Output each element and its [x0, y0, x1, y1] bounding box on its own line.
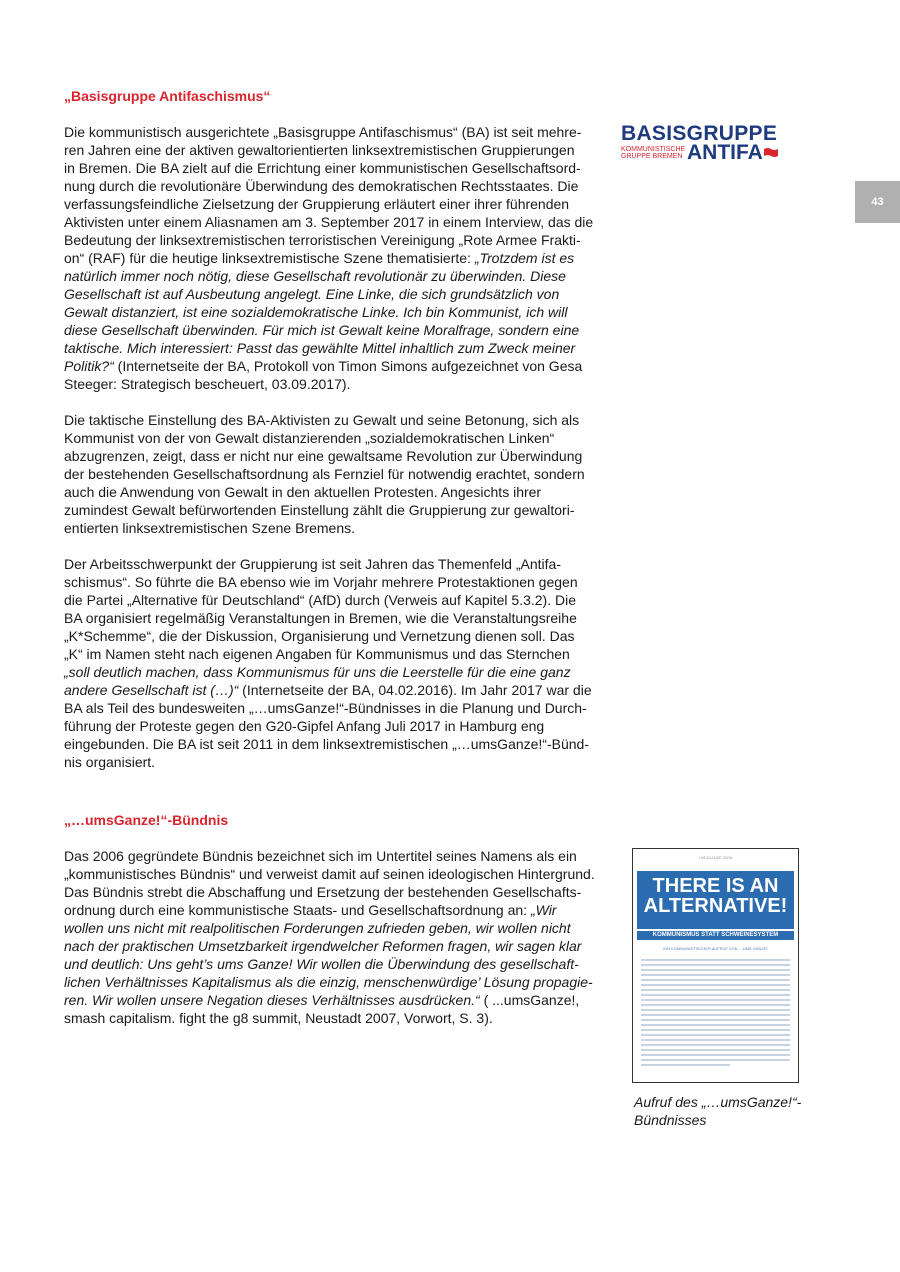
poster-headline-line: ALTERNATIVE! [643, 895, 788, 917]
text-line: „K“ im Namen steht nach eigenen Angaben für Kommunismus und das Sternchen [64, 646, 570, 662]
logo-subtitle-line: KOMMUNISTISCHE [621, 146, 686, 153]
page-number: 43 [871, 196, 884, 208]
quote-text: Politik?“ [64, 358, 114, 374]
quote-line: Gesellschaft ist auf Ausbeutung angelegt. Eine Linke, die sich grundsätzlich von [64, 286, 560, 302]
quote-text: „Trotzdem ist es [474, 250, 575, 266]
text-line: in Bremen. Die BA zielt auf die Errichtung einer kommunistischen Gesellschaftsord- [64, 160, 581, 176]
text-line: Bedeutung der linksextremistischen terroristischen Vereinigung „Rote Armee Frakti- [64, 232, 581, 248]
section-umsganze [64, 811, 612, 1027]
poster-subheadline: KOMMUNISMUS STATT SCHWEINESYSTEM [637, 931, 794, 940]
text-line: Aktivisten unter einem Aliasnamen am 3. September 2017 in einem Interview, das die [64, 214, 594, 230]
caption-line: Aufruf des „…umsGanze!“- [634, 1094, 802, 1110]
text-line: entierten linksextremistischen Szene Bremens. [64, 520, 356, 536]
text-line: Die taktische Einstellung des BA-Aktivisten zu Gewalt und seine Betonung, sich als [64, 412, 580, 428]
poster-headline [637, 871, 794, 929]
section-heading-umsganze: „…umsGanze!“-Bündnis [64, 812, 229, 828]
umsganze-poster-image [632, 848, 799, 1083]
text-line: Steeger: Strategisch bescheuert, 03.09.2017). [64, 376, 351, 392]
text-line: führung der Proteste gegen den G20-Gipfel Anfang Juli 2017 in Hamburg eng [64, 718, 545, 734]
quote-line: Gewalt distanziert, ist eine sozialdemokratische Linke. Ich bin Kommunist, ich will [64, 304, 568, 320]
poster-headline-line: THERE IS AN [652, 875, 779, 897]
text-line: ordnung durch eine kommunistische Staats- und Gesellschaftsordnung an: [64, 902, 531, 918]
logo-title: BASISGRUPPE [621, 122, 778, 145]
page-number-tab [855, 181, 900, 223]
text-line: nis organisiert. [64, 754, 156, 770]
basisgruppe-antifa-logo [621, 123, 791, 163]
quote-line: „soll deutlich machen, dass Kommunismus für uns die Leerstelle für die eine ganz [64, 664, 571, 680]
text-line: Das 2006 gegründete Bündnis bezeichnet sich im Untertitel seines Namens als ein [64, 848, 577, 864]
text-line: der bestehenden Gesellschaftsordnung als Fernziel für notwendig erachtet, sondern [64, 466, 585, 482]
paragraph-ba-violence [64, 411, 612, 537]
paragraph-ba-intro [64, 123, 612, 393]
text-line: Das Bündnis strebt die Abschaffung und Ersetzung der bestehenden Gesellschafts- [64, 884, 582, 900]
paragraph-umsganze [64, 847, 612, 1027]
text-line: smash capitalism. fight the g8 summit, Neustadt 2007, Vorwort, S. 3). [64, 1010, 493, 1026]
text-line: auch die Anwendung von Gewalt in den aktuellen Protesten. Angesichts ihrer [64, 484, 542, 500]
poster-top-text: UMSGANZE 2008 [699, 855, 732, 860]
logo-subtitle-line: GRUPPE BREMEN [621, 153, 683, 160]
poster-tagline: EIN KOMMUNISTISCHER AUFRUF VON …UMS GANZE! [663, 946, 768, 951]
section-heading-basisgruppe: „Basisgruppe Antifaschismus“ [64, 88, 271, 104]
text-line: Kommunist von der von Gewalt distanzierenden „sozialdemokratischen Linken“ [64, 430, 555, 446]
text-line: BA als Teil des bundesweiten „…umsGanze!“-Bündnisses in die Planung und Durch- [64, 700, 587, 716]
text-line: schismus“. So führte die BA ebenso wie im Vorjahr mehrere Protestaktionen gegen [64, 574, 578, 590]
text-line: on“ (RAF) für die heutige linksextremistische Szene thematisierte: [64, 250, 475, 266]
text-line: abzugrenzen, zeigt, dass er nicht nur eine gewaltsame Revolution zur Überwindung [64, 448, 583, 464]
quote-text: „Wir [530, 902, 557, 918]
text-line: ren Jahren eine der aktiven gewaltorientierten linksextremistischen Gruppierungen [64, 142, 575, 158]
text-line: zumindest Gewalt befürwortenden Einstellung zählt die Gruppierung zur gewaltori- [64, 502, 575, 518]
text-line: eingebunden. Die BA ist seit 2011 in dem linksextremistischen „…umsGanze!“-Bünd- [64, 736, 589, 752]
flag-icon [764, 147, 778, 158]
quote-text: ren. Wir wollen unsere Negation dieses Verhältnisses ausdrücken.“ [64, 992, 480, 1008]
quote-line: diese Gesellschaft überwinden. Für mich ist Gewalt keine Moralfrage, sondern eine [64, 322, 580, 338]
text-line: ( ...umsGanze!, [479, 992, 580, 1008]
text-line: Die kommunistisch ausgerichtete „Basisgruppe Antifaschismus“ (BA) ist seit mehre- [64, 124, 582, 140]
text-line: „kommunistisches Bündnis“ und verweist damit auf seinen ideologischen Hintergrund. [64, 866, 595, 882]
poster-caption [634, 1093, 814, 1129]
logo-antifa-text: ANTIFA [687, 141, 763, 164]
text-line: (Internetseite der BA, Protokoll von Timon Simons aufgezeichnet von Gesa [113, 358, 583, 374]
poster-body-text [641, 959, 790, 1074]
quote-line: lichen Verhältnisses Kapitalismus als die einzig, menschenwürdige’ Lösung propagie- [64, 974, 593, 990]
paragraph-ba-focus [64, 555, 612, 771]
text-line: die Partei „Alternative für Deutschland“ (AfD) durch (Verweis auf Kapitel 5.3.2). Die [64, 592, 577, 608]
quote-line: wollen uns nicht mit realpolitischen Forderungen zufrieden geben, wir wollen nicht [64, 920, 571, 936]
text-line: Der Arbeitsschwerpunkt der Gruppierung ist seit Jahren das Themenfeld „Antifa- [64, 556, 561, 572]
text-line: „K*Schemme“, die der Diskussion, Organisierung und Vernetzung dienen soll. Das [64, 628, 575, 644]
text-line: BA organisiert regelmäßig Veranstaltungen in Bremen, wie die Veranstaltungsreihe [64, 610, 577, 626]
quote-line: taktische. Mich interessiert: Passt das gewählte Mittel inhaltlich zum Zweck meiner [64, 340, 576, 356]
text-line: (Internetseite der BA, 04.02.2016). Im Jahr 2017 war die [238, 682, 592, 698]
quote-text: andere Gesellschaft ist (…)“ [64, 682, 239, 698]
quote-line: und deutlich: Uns geht’s ums Ganze! Wir wollen die Überwindung des gesellschaft- [64, 956, 579, 972]
quote-line: nach der praktischen Umsetzbarkeit irgendwelcher Reformen fragen, wir sagen klar [64, 938, 582, 954]
quote-line: natürlich immer noch nötig, diese Gesellschaft revolutionär zu überwinden. Diese [64, 268, 566, 284]
text-line: nung durch die revolutionäre Überwindung des demokratischen Rechtsstaates. Die [64, 178, 579, 194]
section-basisgruppe [64, 87, 612, 771]
caption-line: Bündnisses [634, 1112, 707, 1128]
logo-subtitle [621, 144, 687, 160]
text-line: verfassungsfeindliche Zielsetzung der Gruppierung erläutert einer ihrer führenden [64, 196, 570, 212]
